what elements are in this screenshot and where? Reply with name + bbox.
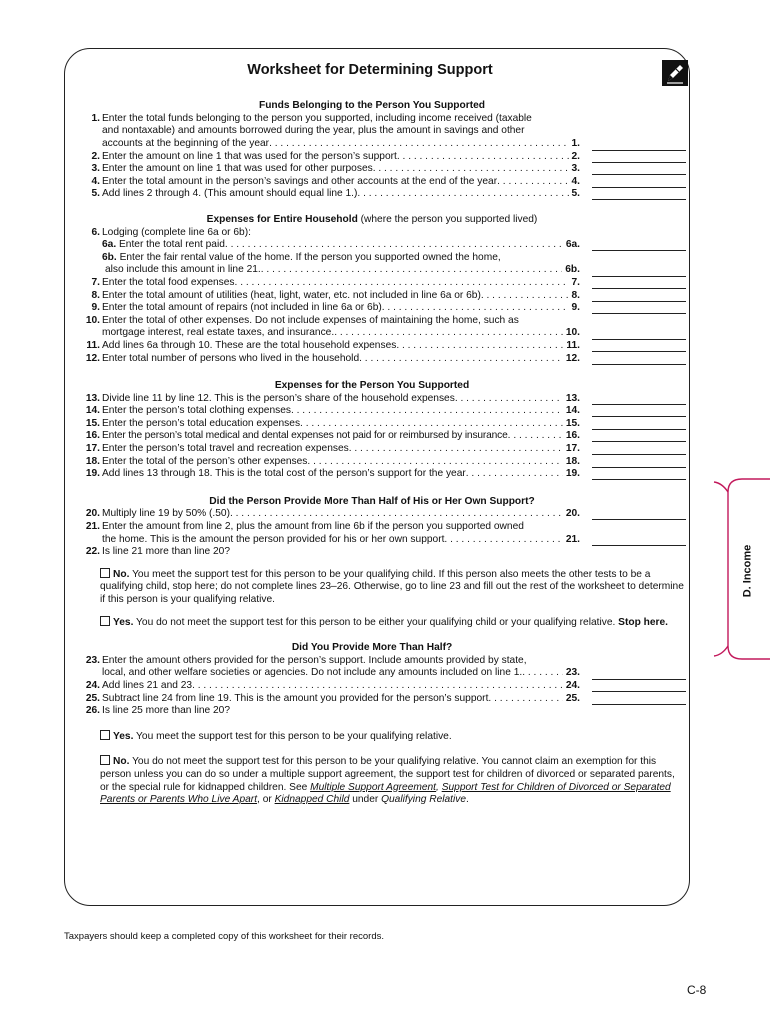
q22-yes-checkbox[interactable] [100,616,110,626]
line-9: 9. Enter the total amount of repairs (not included in line 6a or 6b) . . . 9. [80,302,686,315]
line-21: 21. Enter the amount from line 2, plus the amount from line 6b if the person you supported owned the home. This is the amount the person provided for his or her own support . . . 21. [80,521,686,546]
multiple-support-link[interactable]: Multiple Support Agreement [310,781,437,793]
line-15: 15. Enter the person’s total education expenses . . . 15. [80,418,686,431]
q26-no-option: No. You do not meet the support test for this person to be your qualifying relative. You cannot claim an exemption for this person unless you can do so under a multiple support agreement, the support test for children of divorced or separated parents, or the special rule for kidnapped children. See Multiple Support Agreement, Support Test for Children of Divorced or Separated Parents or Parents Who Live Apart, or Kidnapped Child under Qualifying Relative. [100,756,675,806]
line-1: 1. Enter the total funds belonging to the person you supported, including income received (taxable and nontaxable) and amounts borrowed during the year, plus the amount in savings and other accounts at the beginning of the year . . . 1. [80,113,686,151]
divorced-parents-link[interactable]: Support Test for Children of Divorced or Separated Parents or Parents Who Live Apart [100,781,671,806]
line-13-input[interactable] [592,393,686,405]
line-18-input[interactable] [592,456,686,468]
line-11: 11. Add lines 6a through 10. These are the total household expenses . . . 11. [80,340,686,353]
line-8: 8. Enter the total amount of utilities (heat, light, water, etc. not included in line 6a or 6b) . . . 8. [80,290,686,303]
q26-yes-option: Yes. You meet the support test for this person to be your qualifying relative. [100,730,686,744]
line-17-input[interactable] [592,443,686,455]
q22-no-checkbox[interactable] [100,568,110,578]
q22-yes-option: Yes. You do not meet the support test for this person to be either your qualifying child or your qualifying relative. Stop here. [100,616,686,630]
section-funds: Funds Belonging to the Person You Supported [258,100,485,111]
section-tab-label: D. Income [741,544,754,598]
line-24-input[interactable] [592,680,686,692]
line-5: 5. Add lines 2 through 4. (This amount should equal line 1.) . . . 5. [80,188,686,201]
line-6: 6. Lodging (complete line 6a or 6b): [91,226,251,238]
line-8-input[interactable] [592,290,686,302]
line-20-input[interactable] [592,508,686,520]
line-18: 18. Enter the total of the person’s other expenses . . . 18. [80,456,686,469]
line-23-input[interactable] [592,668,686,680]
line-3: 3. Enter the amount on line 1 that was used for other purposes . . . 3. [80,163,686,176]
line-10: 10. Enter the total of other expenses. Do not include expenses of maintaining the home, such as mortgage interest, real estate taxes, and insurance. . . . 10. [80,315,686,340]
line-1-input[interactable] [592,139,686,151]
line-26: 26. Is line 25 more than line 20? [85,705,230,717]
line-4-input[interactable] [592,176,686,188]
line-16-input[interactable] [592,430,686,442]
line-11-input[interactable] [592,340,686,352]
section-person: Expenses for the Person You Supported [274,380,470,392]
line-22: 22. Is line 21 more than line 20? [85,546,230,558]
page-title: Worksheet for Determining Support [247,62,493,78]
line-12: 12. Enter total number of persons who lived in the household . . . 12. [80,353,686,366]
pencil-icon [662,60,688,86]
line-5-input[interactable] [592,188,686,200]
line-14: 14. Enter the person’s total clothing expenses . . . 14. [80,405,686,418]
section-you: Did You Provide More Than Half? [291,642,453,654]
q22-no-option: No. You meet the support test for this person to be your qualifying child. If this person also meets the other tests to be a qualifying child, stop here; do not complete lines 23–26. Otherwise, go to line 23 and fill out the rest of the worksheet to determine if this person is your qualifying relative. [100,568,684,605]
line-7: 7. Enter the total food expenses . . . 7. [80,277,686,290]
line-6b: 6b. Enter the fair rental value of the home. If the person you supported owned the home, also include this amount in line 21. . . . 6b. [80,252,686,277]
line-24: 24. Add lines 21 and 23 . . . 24. [80,680,686,693]
line-9-input[interactable] [592,302,686,314]
line-25: 25. Subtract line 24 from line 19. This is the amount you provided for the person’s support . . . 25. [80,693,686,706]
section-half: Did the Person Provide More Than Half of His or Her Own Support? [209,495,535,507]
line-15-input[interactable] [592,418,686,430]
line-21-input[interactable] [592,534,686,546]
worksheet [80,100,686,807]
records-note: Taxpayers should keep a completed copy of this worksheet for their records. [64,931,384,942]
line-16: 16. Enter the person’s total medical and dental expenses not paid for or reimbursed by insurance . . . 16. [80,430,686,443]
kidnapped-child-link[interactable]: Kidnapped Child [274,794,350,806]
line-19-input[interactable] [592,468,686,480]
line-2-input[interactable] [592,151,686,163]
page-number: C-8 [687,983,707,997]
line-3-input[interactable] [592,163,686,175]
line-7-input[interactable] [592,277,686,289]
line-17: 17. Enter the person’s total travel and recreation expenses . . . 17. [80,443,686,456]
section-household: Expenses for Entire Household (where the person you supported lived) [206,213,538,225]
line-2: 2. Enter the amount on line 1 that was used for the person’s support . . . 2. [80,151,686,164]
line-19: 19. Add lines 13 through 18. This is the total cost of the person’s support for the year . . . 19. [80,468,686,481]
line-6b-input[interactable] [592,265,686,277]
line-13: 13. Divide line 11 by line 12. This is the person’s share of the household expenses . . . 13. [80,393,686,406]
q26-yes-checkbox[interactable] [100,730,110,740]
line-10-input[interactable] [592,328,686,340]
line-12-input[interactable] [592,353,686,365]
line-4: 4. Enter the total amount in the person’s savings and other accounts at the end of the year . . . 4. [80,176,686,189]
line-20: 20. Multiply line 19 by 50% (.50) . . . 20. [80,508,686,521]
line-25-input[interactable] [592,693,686,705]
line-6a-input[interactable] [592,239,686,251]
line-6a: 6a. Enter the total rent paid . . . 6a. [80,239,686,252]
q26-no-checkbox[interactable] [100,755,110,765]
line-14-input[interactable] [592,405,686,417]
line-23: 23. Enter the amount others provided for the person’s support. Include amounts provided by state, local, and other welfare societies or agencies. Do not include any amounts included on line 1. . . . 23. [80,655,686,680]
